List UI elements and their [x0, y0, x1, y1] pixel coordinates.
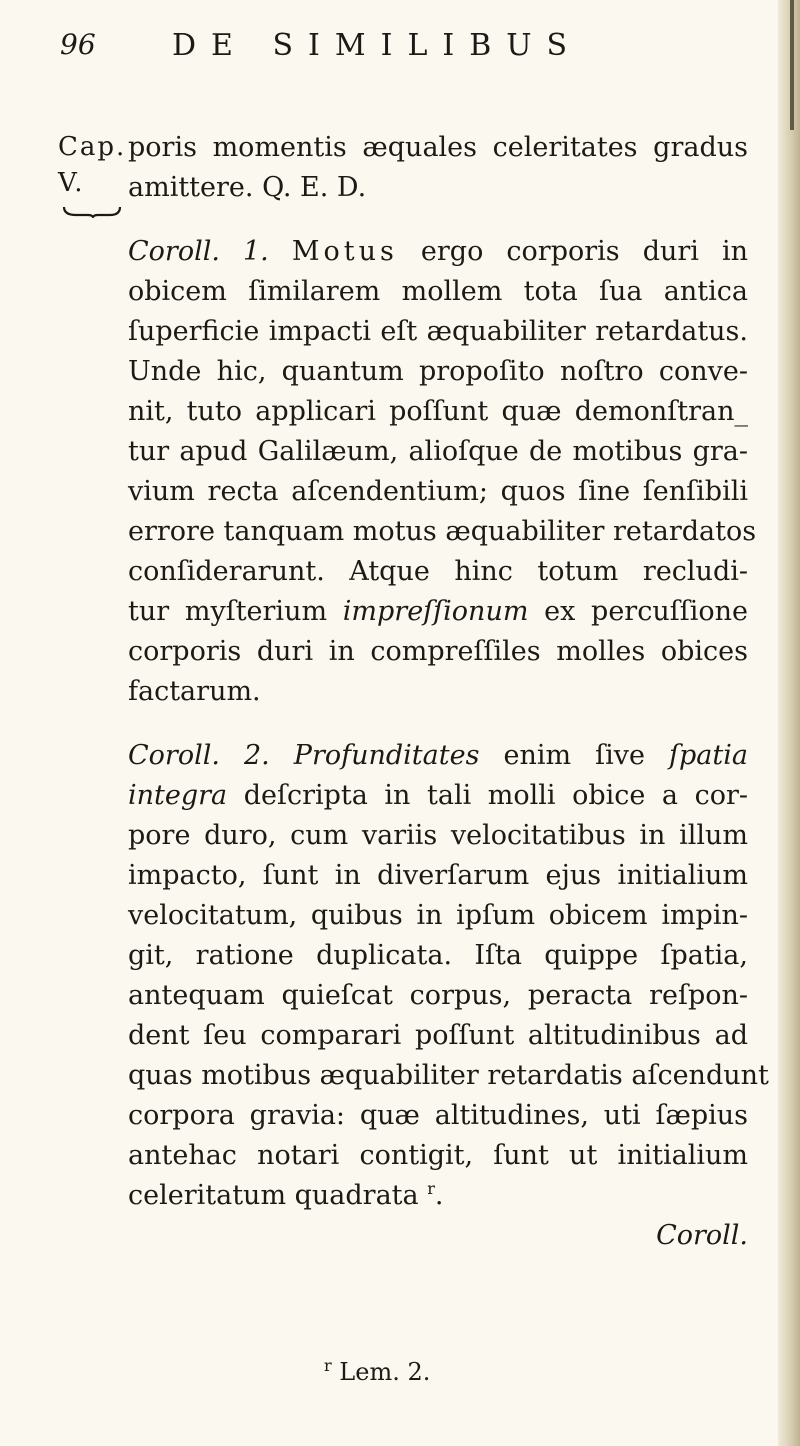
text-line: errore tanquam motus æquabiliter retardatos	[128, 516, 757, 547]
footnote-text: Lem. 2.	[339, 1358, 431, 1386]
text-line: amittere. Q. E. D.	[128, 172, 367, 203]
page-gutter-shadow	[778, 0, 800, 1446]
corollary-2-heading	[128, 736, 748, 776]
text-line: git, ratione duplicata. Iſta quippe ſpatia,	[128, 940, 748, 971]
text-line: Unde hic, quantum propoſito noſtro conve-	[128, 356, 748, 387]
text-line: antehac notari contigit, ſunt ut initialium	[128, 1140, 748, 1171]
brace-ornament	[62, 204, 122, 218]
corollary-1-heading	[128, 232, 748, 272]
text-line: obicem ſimilarem mollem tota ſua antica	[128, 276, 748, 307]
page-number: 96	[60, 28, 96, 61]
text-line: nit, tuto applicari poſſunt quæ demonſtran_	[128, 396, 748, 427]
text-line	[128, 592, 748, 632]
footnote-reference: r	[427, 1179, 435, 1198]
emphasis-profunditates: Profunditates	[293, 740, 480, 771]
text-line: impacto, ſunt in diverſarum ejus initialium	[128, 860, 748, 891]
text-line-part: ex percuſſione	[544, 596, 748, 627]
text-line: conſiderarunt. Atque hinc totum recludi-	[128, 556, 748, 587]
text-line-part: enim ſive	[503, 740, 645, 771]
text-line: dent ſeu comparari poſſunt altitudinibus ad	[128, 1020, 748, 1051]
text-line: vium recta aſcendentium; quos ſine ſenſibili	[128, 476, 748, 507]
footnote-marker: r	[324, 1356, 332, 1375]
text-line: poris momentis æquales celeritates gradus	[128, 132, 748, 163]
binding-edge	[790, 0, 794, 130]
text-line: corporis duri in compreſſiles molles obices	[128, 636, 748, 667]
emphasis-integra: integra	[128, 780, 228, 811]
text-line: corpora gravia: quæ altitudines, uti ſæpius	[128, 1100, 748, 1131]
text-line	[128, 776, 748, 816]
emphasis-spatia: ſpatia	[669, 740, 748, 771]
running-title: DE SIMILIBUS	[172, 28, 583, 63]
corollary-2-label: Coroll. 2.	[128, 740, 270, 771]
footnote	[324, 1358, 430, 1386]
text-line: tur apud Galilæum, alioſque de motibus gra-	[128, 436, 748, 467]
text-line: celeritatum quadrata $^r$.	[128, 1179, 444, 1211]
chapter-label: Cap.	[58, 132, 127, 162]
text-line: ſuperficie impacti eſt æquabiliter retardatus.	[128, 316, 748, 347]
text-line: antequam quieſcat corpus, peracta reſpon-	[128, 980, 748, 1011]
text-line-part: deſcripta in tali molli obice a cor-	[243, 780, 748, 811]
text-line: pore duro, cum variis velocitatibus in illum	[128, 820, 748, 851]
page-header	[60, 28, 760, 68]
text-line-part: tur myſterium	[128, 596, 328, 627]
text-line: ergo corporis duri in	[420, 236, 748, 267]
main-text	[128, 128, 769, 1256]
text-line: quas motibus æquabiliter retardatis aſcendunt	[128, 1060, 769, 1091]
text-line-part: celeritatum quadrata	[128, 1180, 419, 1211]
corollary-1-keyword: Motus	[291, 236, 398, 267]
emphasis-impressionum: impreſſionum	[342, 596, 529, 627]
corollary-1-label: Coroll. 1.	[128, 236, 269, 267]
chapter-number: V.	[58, 168, 85, 198]
catchword: Coroll.	[656, 1220, 748, 1251]
text-line: factarum.	[128, 676, 261, 707]
text-line: velocitatum, quibus in ipſum obicem impin-	[128, 900, 748, 931]
